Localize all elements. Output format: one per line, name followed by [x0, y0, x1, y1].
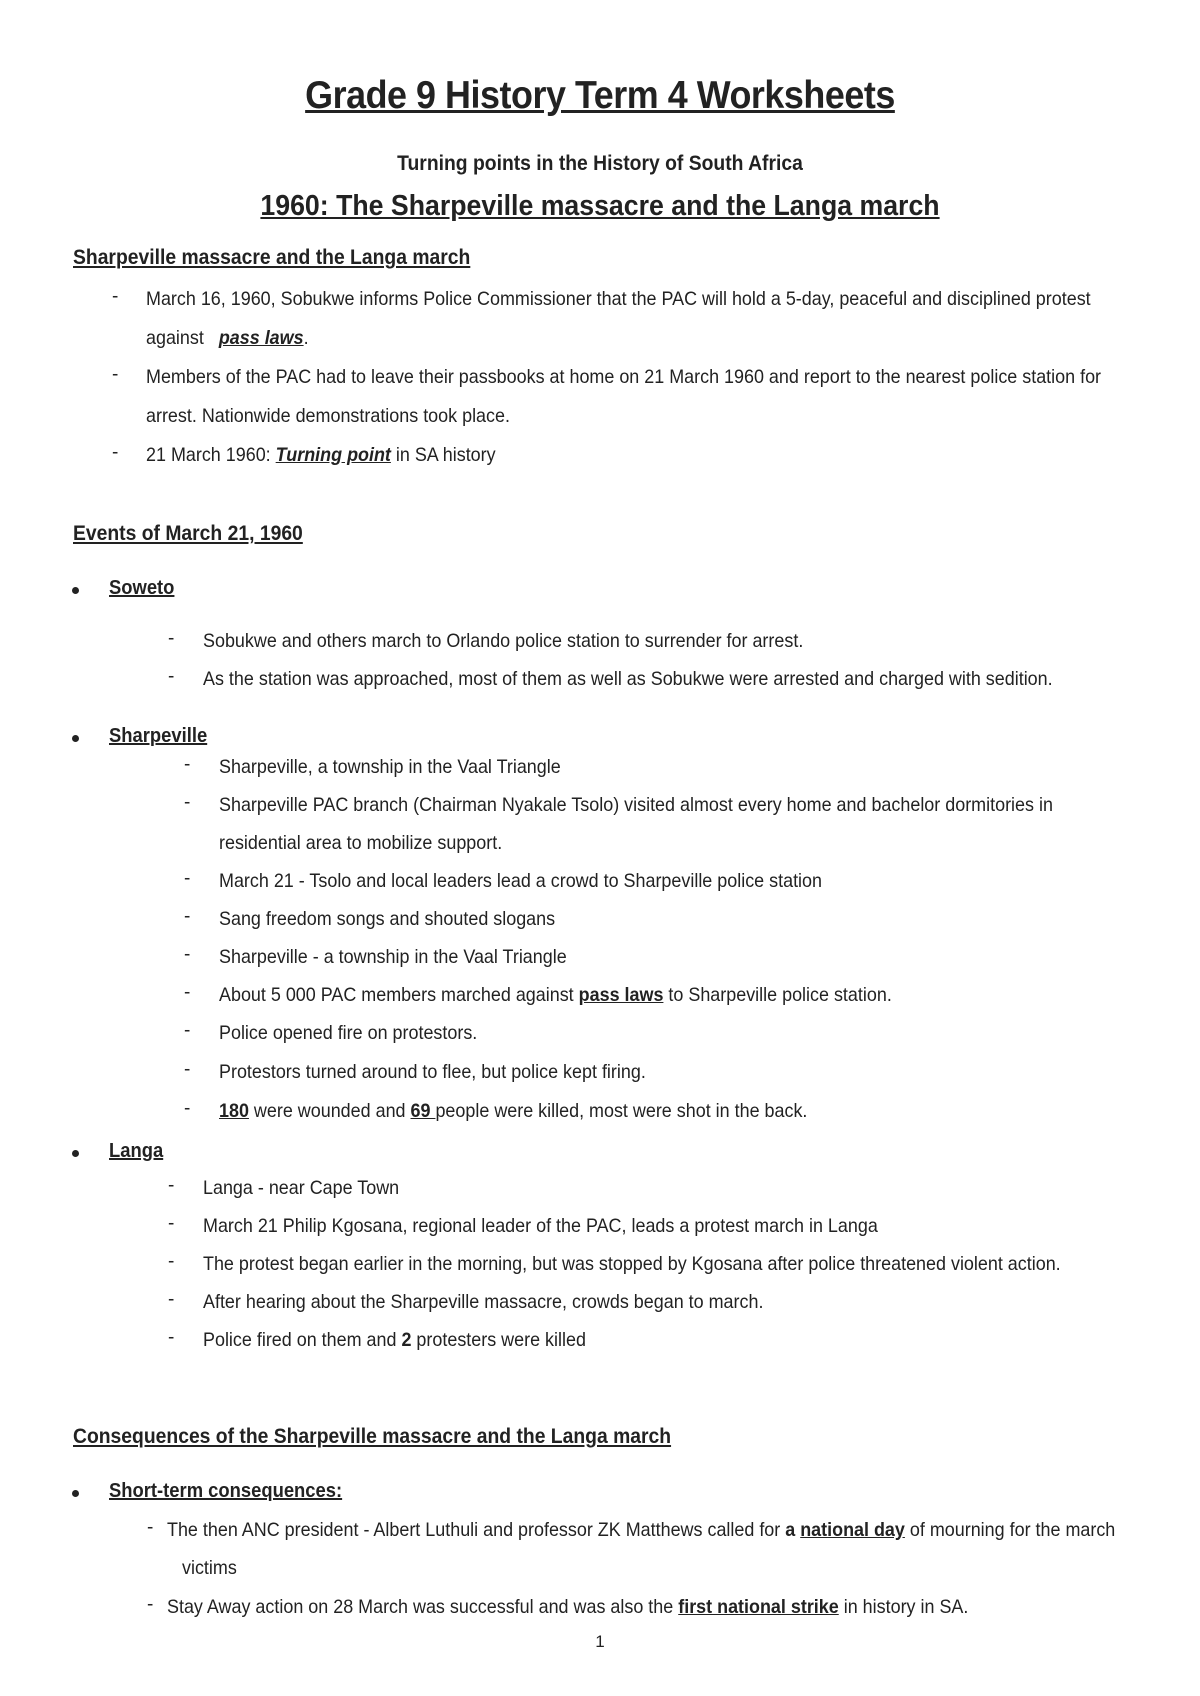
soweto-item-1: Sobukwe and others march to Orlando police station to surrender for arrest.: [203, 630, 804, 652]
page-number: 1: [595, 1632, 605, 1651]
dash-marker: -: [184, 868, 191, 889]
sharpeville-item-1: Sharpeville, a township in the Vaal Triangle: [219, 756, 561, 778]
dash-marker: -: [184, 906, 191, 927]
sharpeville-item-7: Police opened fire on protestors.: [219, 1022, 478, 1044]
pass-laws-emphasis: pass laws: [218, 327, 304, 349]
dash-marker: -: [184, 1059, 191, 1080]
dash-marker: -: [184, 792, 191, 813]
langa-item-1: Langa - near Cape Town: [203, 1177, 400, 1199]
dash-marker: -: [168, 1289, 175, 1310]
bullet-dot: [72, 587, 79, 594]
intro-item-1-line-2: against pass laws.: [146, 327, 309, 349]
short-term-heading: Short-term consequences:: [109, 1480, 343, 1502]
dash-marker: -: [168, 628, 175, 649]
bullet-dot: [72, 1490, 79, 1497]
sharpeville-item-6: About 5 000 PAC members marched against pass laws to Sharpeville police station.: [219, 984, 892, 1006]
national-day-emphasis: national day: [800, 1519, 905, 1541]
dash-marker: -: [184, 982, 191, 1003]
dash-marker: -: [184, 1020, 191, 1041]
intro-item-1-line-1: March 16, 1960, Sobukwe informs Police Commissioner that the PAC will hold a 5-day, peaceful and disciplined protest: [146, 288, 1091, 310]
dash-marker: -: [147, 1594, 154, 1615]
dash-marker: -: [168, 1327, 175, 1348]
sharpeville-item-5: Sharpeville - a township in the Vaal Triangle: [219, 946, 567, 968]
langa-killed-count: 2: [401, 1329, 412, 1351]
soweto-heading: Soweto: [109, 577, 175, 599]
sharpeville-heading: Sharpeville: [109, 725, 208, 747]
intro-heading: Sharpeville massacre and the Langa march: [73, 246, 471, 269]
topic-heading: 1960: The Sharpeville massacre and the Langa march: [260, 190, 940, 222]
wounded-count: 180: [219, 1100, 249, 1122]
dash-marker: -: [112, 286, 119, 307]
dash-marker: -: [184, 944, 191, 965]
intro-item-2-line-1: Members of the PAC had to leave their passbooks at home on 21 March 1960 and report to the nearest police station for: [146, 366, 1102, 388]
consequences-heading: Consequences of the Sharpeville massacre and the Langa march: [73, 1425, 672, 1448]
intro-item-2-line-2: arrest. Nationwide demonstrations took place.: [146, 405, 510, 427]
dash-marker: -: [168, 1175, 175, 1196]
langa-heading: Langa: [109, 1140, 164, 1162]
intro-item-3: 21 March 1960: Turning point in SA history: [146, 444, 496, 466]
events-heading: Events of March 21, 1960: [73, 522, 303, 545]
sharpeville-item-3: March 21 - Tsolo and local leaders lead a crowd to Sharpeville police station: [219, 870, 822, 892]
consequence-item-2: Stay Away action on 28 March was successful and was also the first national strike in history in SA.: [167, 1596, 969, 1618]
first-national-strike-emphasis: first national strike: [678, 1596, 839, 1618]
sharpeville-item-2-line-2: residential area to mobilize support.: [219, 832, 503, 854]
dash-marker: -: [147, 1517, 154, 1538]
bullet-dot: [72, 735, 79, 742]
dash-marker: -: [168, 666, 175, 687]
langa-item-2: March 21 Philip Kgosana, regional leader of the PAC, leads a protest march in Langa: [203, 1215, 878, 1237]
sharpeville-item-2-line-1: Sharpeville PAC branch (Chairman Nyakale Tsolo) visited almost every home and bachelor dormitories in: [219, 794, 1053, 816]
dash-marker: -: [168, 1213, 175, 1234]
document-subtitle: Turning points in the History of South Africa: [397, 152, 803, 175]
dash-marker: -: [184, 1098, 191, 1119]
bullet-dot: [72, 1150, 79, 1157]
killed-count: 69: [410, 1100, 436, 1122]
turning-point-emphasis: Turning point: [275, 444, 391, 466]
dash-marker: -: [168, 1251, 175, 1272]
langa-item-3: The protest began earlier in the morning, but was stopped by Kgosana after police threatened violent action.: [203, 1253, 1061, 1275]
dash-marker: -: [184, 754, 191, 775]
sharpeville-item-4: Sang freedom songs and shouted slogans: [219, 908, 556, 930]
consequence-item-1-line-2: victims: [182, 1557, 237, 1579]
sharpeville-item-9: 180 were wounded and 69 people were killed, most were shot in the back.: [219, 1100, 808, 1122]
consequence-item-1-line-1: The then ANC president - Albert Luthuli and professor ZK Matthews called for a national day of mourning for the march: [167, 1519, 1116, 1541]
dash-marker: -: [112, 364, 119, 385]
soweto-item-2: As the station was approached, most of them as well as Sobukwe were arrested and charged with sedition.: [203, 668, 1053, 690]
langa-item-4: After hearing about the Sharpeville massacre, crowds began to march.: [203, 1291, 764, 1313]
sharpeville-item-8: Protestors turned around to flee, but police kept firing.: [219, 1061, 646, 1083]
langa-item-5: Police fired on them and 2 protesters were killed: [203, 1329, 586, 1351]
pass-laws-emphasis: pass laws: [578, 984, 664, 1006]
dash-marker: -: [112, 442, 119, 463]
document-title: Grade 9 History Term 4 Worksheets: [305, 74, 895, 117]
